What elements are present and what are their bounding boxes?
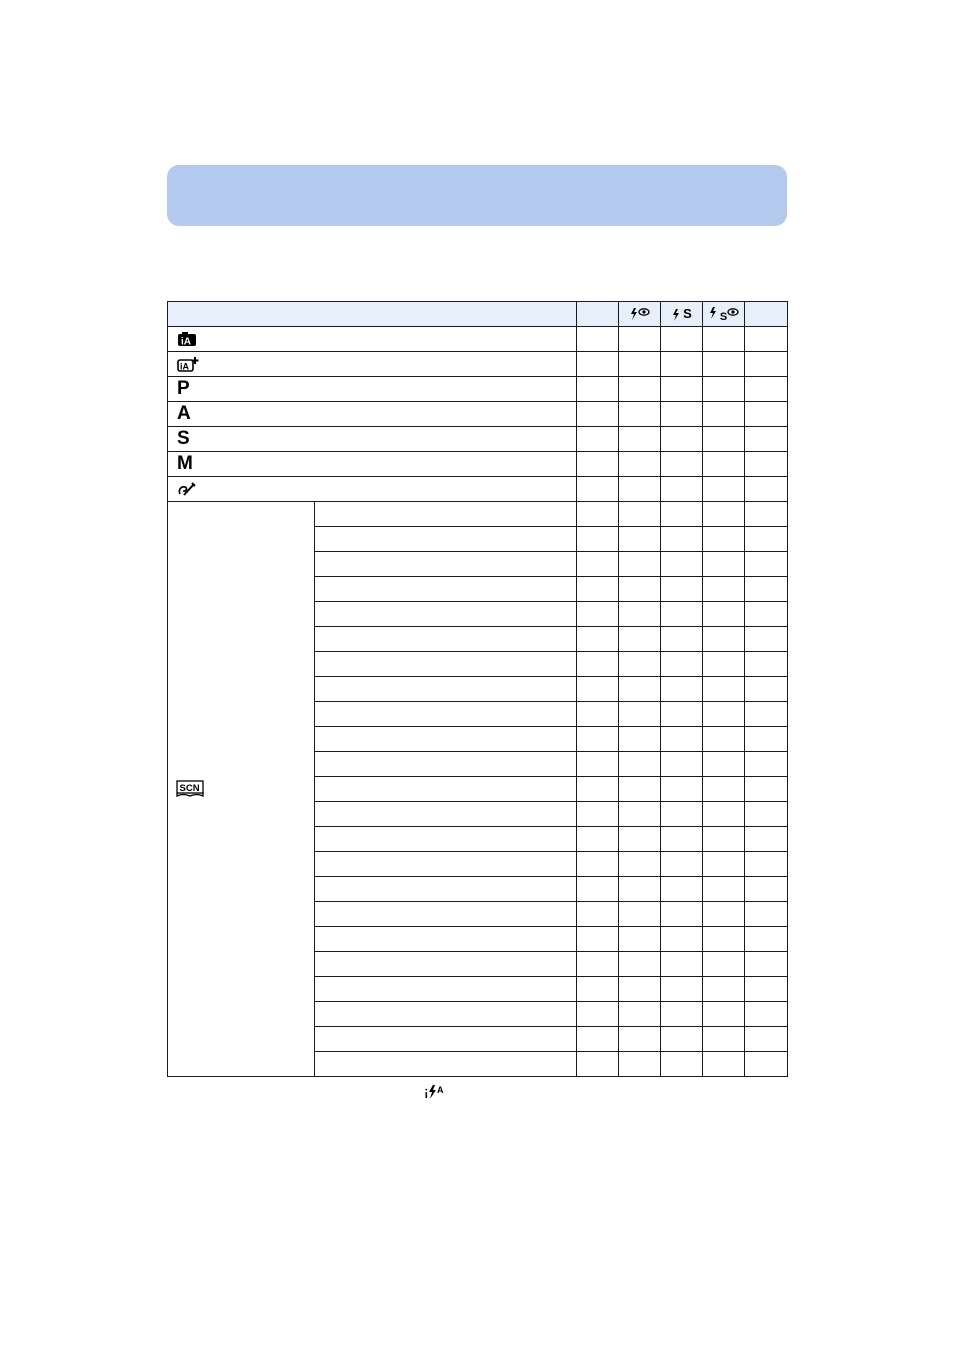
manual-mode-icon: M [177,453,193,474]
table-cell [619,602,661,627]
table-cell [619,952,661,977]
scene-submode-cell [315,627,577,652]
table-cell [745,527,788,552]
table-cell [577,1052,619,1077]
table-cell [619,627,661,652]
scene-submode-cell [315,1002,577,1027]
table-cell [703,777,745,802]
table-cell [703,552,745,577]
scene-submode-cell [315,927,577,952]
table-header-row [168,302,788,327]
header-col-slow-sync [661,302,703,327]
table-row [168,327,788,352]
table-cell [619,527,661,552]
scene-mode-label: SCN [179,782,200,794]
table-cell [577,552,619,577]
scene-submode-cell [315,652,577,677]
table-cell [703,402,745,427]
table-cell [703,827,745,852]
table-cell [619,877,661,902]
scene-submode-cell [315,577,577,602]
scene-submode-cell [315,777,577,802]
table-cell [661,777,703,802]
table-row [168,352,788,377]
table-cell [703,477,745,502]
table-cell [661,327,703,352]
scene-submode-cell [315,552,577,577]
table-cell [703,527,745,552]
table-cell [577,852,619,877]
table-cell [745,977,788,1002]
table-cell [703,852,745,877]
table-cell [661,877,703,902]
table-cell [745,402,788,427]
table-cell [745,1002,788,1027]
auto-flash-icon [424,1084,446,1100]
table-cell [703,1002,745,1027]
table-cell [577,402,619,427]
table-cell [619,377,661,402]
table-cell [577,927,619,952]
table-cell [577,427,619,452]
mode-shutter [168,427,577,452]
table-cell [577,727,619,752]
table-cell [619,1002,661,1027]
table-cell [661,677,703,702]
svg-text:iA: iA [181,336,191,347]
header-col-blank [745,302,788,327]
scene-submode-cell [315,902,577,927]
shutter-mode-icon: S [177,428,190,449]
mode-scene [168,502,315,1077]
table-cell [577,477,619,502]
table-cell [661,552,703,577]
table-cell [577,452,619,477]
table-cell [619,427,661,452]
table-cell [745,827,788,852]
table-cell [661,827,703,852]
table-cell [661,577,703,602]
intelligent-auto-plus-icon [177,356,199,372]
table-cell [619,552,661,577]
table-cell [661,977,703,1002]
table-cell [619,802,661,827]
table-row [168,477,788,502]
mode-manual [168,452,577,477]
table-cell [661,1052,703,1077]
table-cell [619,827,661,852]
table-cell [577,902,619,927]
table-cell [745,377,788,402]
table-cell [703,802,745,827]
table-cell [703,877,745,902]
scene-mode-icon [176,780,204,798]
scene-submode-cell [315,952,577,977]
scene-submode-cell [315,977,577,1002]
table-cell [703,577,745,602]
table-cell [619,752,661,777]
table-cell [619,977,661,1002]
table-cell [577,652,619,677]
table-cell [745,1052,788,1077]
table-cell [745,577,788,602]
scene-submode-cell [315,527,577,552]
table-row [168,377,788,402]
table-cell [577,377,619,402]
section-title-bar [167,165,787,226]
table-cell [745,802,788,827]
table-cell [577,602,619,627]
table-cell [577,802,619,827]
table-cell [619,1027,661,1052]
table-cell [703,427,745,452]
scene-submode-cell [315,1052,577,1077]
creative-control-icon [177,481,197,497]
table-cell [745,477,788,502]
table-cell [661,1002,703,1027]
table-cell [703,977,745,1002]
table-row [168,502,788,527]
table-cell [703,902,745,927]
table-cell [745,702,788,727]
table-cell [619,452,661,477]
table-cell [577,977,619,1002]
table-cell [619,327,661,352]
header-col-red-eye [619,302,661,327]
table-row [168,452,788,477]
table-cell [745,727,788,752]
table-cell [619,852,661,877]
table-cell [703,502,745,527]
table-cell [661,527,703,552]
red-eye-mark-icon [727,308,739,318]
header-mode-cell [168,302,577,327]
table-cell [661,602,703,627]
table-cell [661,952,703,977]
table-cell [745,652,788,677]
table-cell [577,702,619,727]
table-cell [703,627,745,652]
table-cell [745,777,788,802]
flash-red-eye-icon [629,307,651,321]
slow-sync-red-eye-glyph: S [719,310,728,323]
table-cell [577,577,619,602]
table-cell [661,477,703,502]
slow-sync-glyph: S [683,306,692,322]
scene-submode-cell [315,827,577,852]
table-cell [661,427,703,452]
table-cell [661,402,703,427]
scene-submode-cell [315,502,577,527]
table-cell [577,527,619,552]
mode-program [168,377,577,402]
table-cell [745,952,788,977]
table-cell [745,852,788,877]
table-cell [577,502,619,527]
table-cell [619,652,661,677]
table-cell [745,452,788,477]
scene-submode-cell [315,1027,577,1052]
table-cell [619,352,661,377]
table-cell [577,952,619,977]
table-cell [577,827,619,852]
table-cell [745,752,788,777]
scene-submode-cell [315,677,577,702]
table-cell [661,502,703,527]
flash-slow-sync-red-eye-icon [708,306,720,320]
table-cell [745,677,788,702]
svg-text:iA: iA [180,361,189,372]
table-cell [703,602,745,627]
aperture-mode-icon: A [177,403,191,424]
table-cell [745,552,788,577]
table-cell [745,877,788,902]
header-col-slow-sync-red-eye [703,302,745,327]
table-cell [661,852,703,877]
table-cell [577,627,619,652]
table-cell [619,727,661,752]
table-cell [661,452,703,477]
table-cell [577,752,619,777]
table-cell [661,927,703,952]
table-cell [577,777,619,802]
table-cell [703,327,745,352]
table-cell [619,902,661,927]
scene-submode-cell [315,727,577,752]
scene-submode-cell [315,702,577,727]
table-cell [703,652,745,677]
table-cell [745,327,788,352]
scene-submode-cell [315,802,577,827]
intelligent-auto-icon [177,331,197,347]
table-cell [619,777,661,802]
table-cell [661,752,703,777]
table-cell [661,627,703,652]
table-cell [703,677,745,702]
table-cell [619,577,661,602]
table-cell [619,1052,661,1077]
table-cell [745,352,788,377]
scene-submode-cell [315,852,577,877]
table-cell [703,702,745,727]
table-cell [619,677,661,702]
table-cell [703,727,745,752]
table-cell [619,402,661,427]
header-col-off [577,302,619,327]
table-cell [745,902,788,927]
table-cell [703,452,745,477]
table-row [168,427,788,452]
scene-submode-cell [315,877,577,902]
table-cell [661,352,703,377]
table-cell [619,502,661,527]
mode-intelligent-auto [168,327,577,352]
table-cell [745,627,788,652]
mode-creative-control [168,477,577,502]
table-cell [703,1027,745,1052]
table-cell [577,1002,619,1027]
mode-intelligent-auto-plus [168,352,577,377]
table-cell [661,902,703,927]
table-cell [577,677,619,702]
table-cell [703,1052,745,1077]
table-cell [661,1027,703,1052]
table-cell [703,377,745,402]
table-row [168,402,788,427]
table-cell [745,1027,788,1052]
table-cell [619,927,661,952]
table-cell [661,702,703,727]
table-cell [703,952,745,977]
table-cell [577,352,619,377]
auto-flash-glyph: A [437,1085,444,1095]
table-cell [661,377,703,402]
table-cell [703,927,745,952]
table-cell [703,352,745,377]
table-cell [619,477,661,502]
scene-submode-cell [315,602,577,627]
flash-compatibility-table [167,301,788,1077]
table-cell [745,502,788,527]
table-cell [661,802,703,827]
table-cell [577,327,619,352]
table-cell [577,1027,619,1052]
table-cell [577,877,619,902]
table-cell [661,727,703,752]
program-mode-icon: P [177,378,190,399]
table-cell [745,927,788,952]
table-cell [619,702,661,727]
table-cell [745,427,788,452]
table-cell [703,752,745,777]
mode-aperture [168,402,577,427]
scene-submode-cell [315,752,577,777]
table-cell [745,602,788,627]
table-cell [661,652,703,677]
